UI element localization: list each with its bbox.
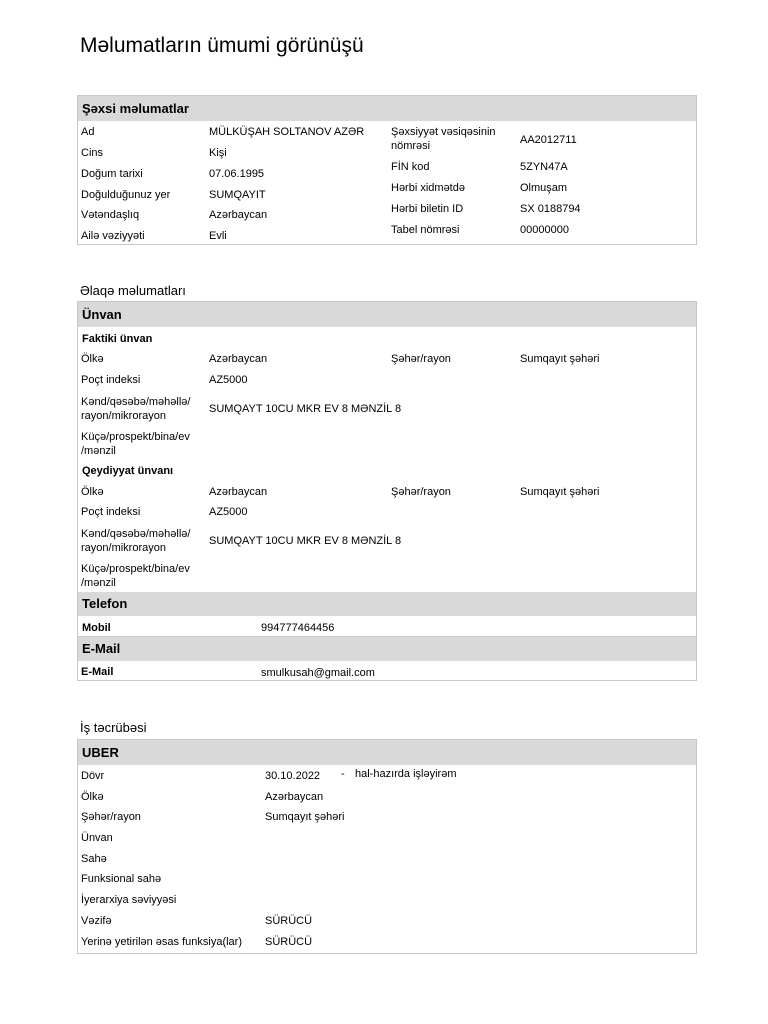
work-experience-section (77, 739, 697, 954)
registered-village-label-line2: rayon/mikrorayon (81, 542, 166, 554)
registered-street-label-line1: Küçə/prospekt/bina/ev (81, 563, 190, 575)
marital-status-value: Evli (209, 230, 227, 242)
contact-info-section (77, 301, 697, 681)
personal-info-header: Şəxsi məlumatlar (78, 96, 696, 121)
work-duties-label: Yerinə yetirilən əsas funksiya(lar) (81, 936, 242, 948)
id-card-value: AA2012711 (520, 134, 577, 146)
fin-code-value: 5ZYN47A (520, 161, 568, 173)
mobile-label: Mobil (82, 622, 111, 634)
actual-country-value: Azərbaycan (209, 353, 268, 365)
phone-header: Telefon (78, 592, 696, 616)
actual-street-label-line2: /mənzil (81, 445, 116, 457)
period-end: hal-hazırda işləyirəm (355, 768, 457, 780)
gender-label: Cins (81, 147, 104, 159)
actual-village-value: SUMQAYT 10CU MKR EV 8 MƏNZİL 8 (209, 403, 402, 415)
work-position-value: SÜRÜCÜ (265, 915, 313, 927)
registered-country-value: Azərbaycan (209, 486, 268, 498)
mobile-value: 994777464456 (261, 622, 335, 634)
birthdate-label: Doğum tarixi (81, 168, 143, 180)
registered-postal-value: AZ5000 (209, 506, 248, 518)
period-label: Dövr (81, 770, 105, 782)
registered-postal-label: Poçt indeksi (81, 506, 141, 518)
work-section-title: İş təcrübəsi (80, 720, 147, 735)
actual-country-label: Ölkə (81, 353, 104, 365)
birthplace-label: Doğulduğunuz yer (81, 189, 171, 201)
military-service-value: Olmuşam (520, 182, 568, 194)
work-country-value: Azərbaycan (265, 791, 324, 803)
birthplace-value: SUMQAYIT (209, 189, 266, 201)
work-hierarchy-label: İyerarxiya səviyyəsi (81, 894, 177, 906)
registered-country-label: Ölkə (81, 486, 104, 498)
fin-code-label: FİN kod (391, 161, 430, 173)
actual-village-label-line1: Kənd/qəsəbə/məhəllə/ (81, 396, 191, 408)
tabel-number-label: Tabel nömrəsi (391, 224, 460, 236)
name-label: Ad (81, 126, 95, 138)
military-service-label: Hərbi xidmətdə (391, 182, 465, 194)
registered-village-label-line1: Kənd/qəsəbə/məhəllə/ (81, 528, 191, 540)
gender-value: Kişi (209, 147, 227, 159)
personal-info-section (77, 95, 697, 245)
work-duties-value: SÜRÜCÜ (265, 936, 313, 948)
marital-status-label: Ailə vəziyyəti (81, 230, 145, 242)
actual-street-label-line1: Küçə/prospekt/bina/ev (81, 431, 190, 443)
registered-street-label-line2: /mənzil (81, 577, 116, 589)
military-id-value: SX 0188794 (520, 203, 581, 215)
work-field-label: Sahə (81, 853, 107, 865)
tabel-number-value: 00000000 (520, 224, 569, 236)
citizenship-label: Vətəndaşlıq (81, 209, 140, 221)
work-function-label: Funksional sahə (81, 873, 162, 885)
work-city-label: Şəhər/rayon (81, 811, 141, 823)
period-start: 30.10.2022 (265, 770, 321, 782)
name-value: MÜLKÜŞAH SOLTANOV AZƏR (209, 126, 365, 138)
actual-postal-value: AZ5000 (209, 374, 248, 386)
id-card-label: Şəxsiyyət vəsiqəsinin nömrəsi (391, 126, 496, 152)
page-title: Məlumatların ümumi görünüşü (80, 34, 364, 57)
work-address-label: Ünvan (81, 832, 113, 844)
email-value: smulkusah@gmail.com (261, 667, 375, 679)
company-header: UBER (78, 740, 696, 765)
military-id-label: Hərbi biletin ID (391, 203, 464, 215)
actual-city-value: Sumqayıt şəhəri (520, 353, 600, 365)
birthdate-value: 07.06.1995 (209, 168, 265, 180)
email-header: E-Mail (78, 637, 696, 661)
work-country-label: Ölkə (81, 791, 104, 803)
registered-village-value: SUMQAYT 10CU MKR EV 8 MƏNZİL 8 (209, 535, 402, 547)
actual-postal-label: Poçt indeksi (81, 374, 141, 386)
actual-village-label-line2: rayon/mikrorayon (81, 410, 166, 422)
email-label: E-Mail (81, 666, 114, 678)
registered-address-title: Qeydiyyat ünvanı (82, 465, 174, 477)
actual-address-title: Faktiki ünvan (82, 333, 153, 345)
registered-city-label: Şəhər/rayon (391, 486, 451, 498)
registered-city-value: Sumqayıt şəhəri (520, 486, 600, 498)
address-header: Ünvan (78, 302, 696, 327)
actual-city-label: Şəhər/rayon (391, 353, 451, 365)
contact-section-title: Əlaqə məlumatları (80, 283, 186, 298)
work-city-value: Sumqayıt şəhəri (265, 811, 345, 823)
work-position-label: Vəzifə (81, 915, 112, 927)
citizenship-value: Azərbaycan (209, 209, 268, 221)
period-separator: - (341, 768, 345, 780)
